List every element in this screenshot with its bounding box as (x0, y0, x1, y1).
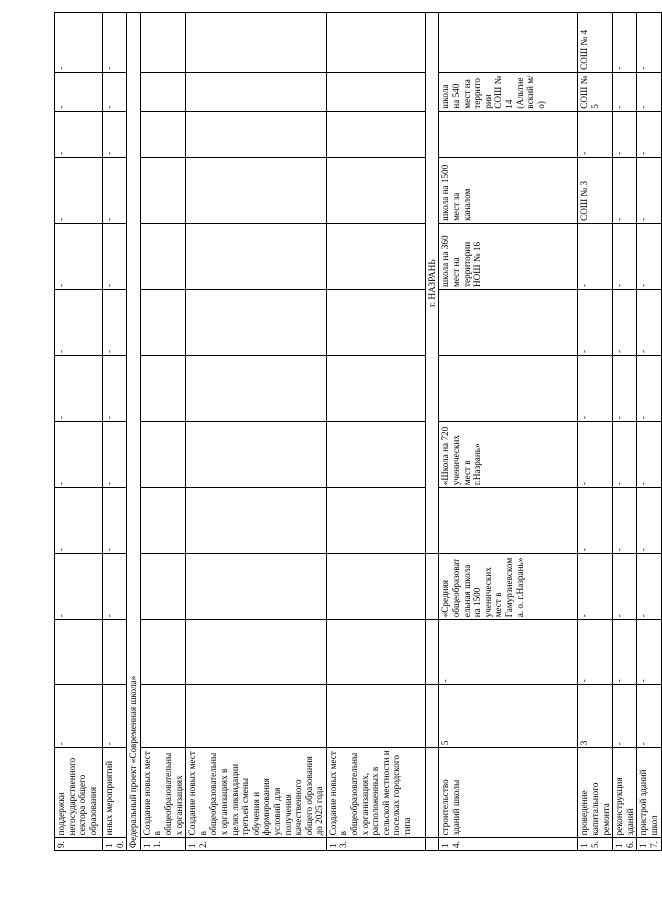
row-name: иных мероприятий (103, 748, 127, 838)
row-number: 17. (637, 838, 661, 851)
row-name: Создание новых мест в общеобразовательных организациях в целях ликвидации третьей смены обучения и формирования условий для получения качественного общего образования до 2025 года (186, 748, 327, 838)
table-row: 17. пристрой зданий школ - - - - - - - - - - - - (637, 13, 661, 851)
row-name: поддержки негосударственного сектора общего образования (55, 748, 103, 838)
row-name: Создание новых мест в общеобразовательных организациях (140, 748, 185, 838)
row-number: 11. (140, 838, 185, 851)
row-number: 16. (613, 838, 637, 851)
table-row: 15. проведение капитального ремонта 3 - - - - - - - СОШ № 3 - СОШ № 5 СОШ № 4 (578, 13, 613, 851)
row-name: реконструкция зданий (613, 748, 637, 838)
federal-project-title: Федеральный проект «Современная школа» (127, 13, 141, 851)
table-row: 9. поддержки негосударственного сектора общего образования - - - - - - - - - - - (55, 13, 103, 851)
events-table (54, 12, 662, 851)
city-heading: г. НАЗРАНЬ (425, 13, 439, 554)
row-number: 10. (103, 838, 127, 851)
table-row: 16. реконструкция зданий - - - - - - - - - - - - (613, 13, 637, 851)
row-number: 14. (439, 838, 578, 851)
row-name: проведение капитального ремонта (578, 748, 613, 838)
row-number: 12. (186, 838, 327, 851)
row-name: пристрой зданий школ (637, 748, 661, 838)
row-name: строительство зданий школы (439, 748, 578, 838)
row-number: 15. (578, 838, 613, 851)
table-row (326, 13, 425, 851)
table-row (140, 13, 185, 851)
table-row: 14. строительство зданий школы 5 - «Средняя общеобразовательная школа на 1500 ученических мест в Гамурзиевском а. о. г.Назрань» «Школа на 720 ученических мест в г.Назрань» школа на 360 мест на территории НОШ № 16 школа на 1500 мест за каналом школа на 540 мест на территории СОШ № 14 (Альтиевский м/о) (439, 13, 578, 851)
table-row (186, 13, 327, 851)
row-name: Создание новых мест в общеобразовательных организациях, расположенных в сельской местности и поселках городского типа (326, 748, 425, 838)
section-row (425, 13, 439, 851)
row-number: 9. (55, 838, 103, 851)
table-row: 10. иных мероприятий - - - - - - - - - - - (103, 13, 127, 851)
row-number: 13. (326, 838, 425, 851)
section-row (127, 13, 141, 851)
